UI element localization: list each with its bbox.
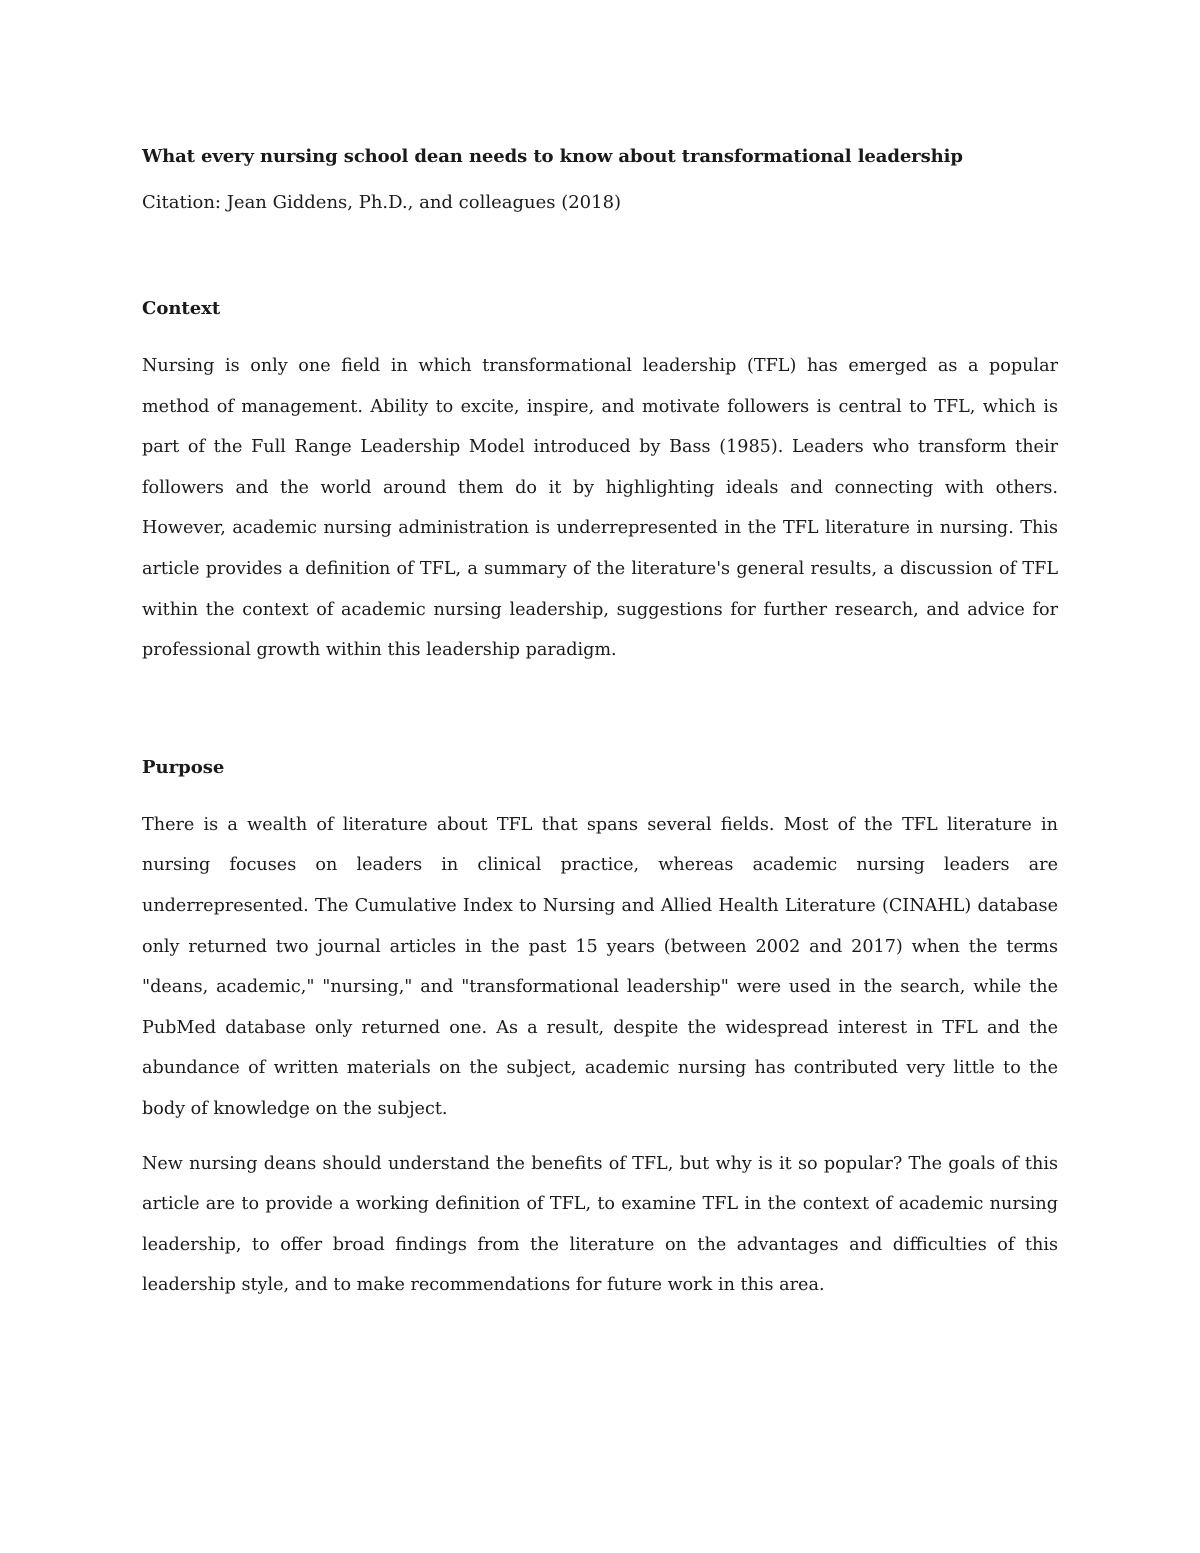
citation-line: Citation: Jean Giddens, Ph.D., and colleagues (2018): [142, 192, 622, 213]
document-body: [142, 140, 1058, 1306]
section-purpose: [142, 751, 1058, 1306]
document-title: What every nursing school dean needs to know about transformational leadership: [142, 146, 963, 167]
context-paragraph: Nursing is only one field in which transformational leadership (TFL) has emerged as a popular method of management. Ability to excite, inspire, and motivate followers is central to TFL, which is part of the Full Range Leadership Model introduced by Bass (1985). Leaders who transform their followers and the world around them do it by highlighting ideals and connecting with others. However, academic nursing administration is underrepresented in the TFL literature in nursing. This article provides a definition of TFL, a summary of the literature's general results, a discussion of TFL within the context of academic nursing leadership, suggestions for further research, and advice for professional growth within this leadership paradigm.: [142, 356, 1058, 661]
purpose-paragraph-2: New nursing deans should understand the benefits of TFL, but why is it so popular? The goals of this article are to provide a working definition of TFL, to examine TFL in the context of academic nursing leadership, to offer broad findings from the literature on the advantages and difficulties of this leadership style, and to make recommendations for future work in this area.: [142, 1153, 1058, 1296]
purpose-paragraph-1: There is a wealth of literature about TFL that spans several fields. Most of the TFL literature in nursing focuses on leaders in clinical practice, whereas academic nursing leaders are underrepresented. The Cumulative Index to Nursing and Allied Health Literature (CINAHL) database only returned two journal articles in the past 15 years (between 2002 and 2017) when the terms "deans, academic," "nursing," and "transformational leadership" were used in the search, while the PubMed database only returned one. As a result, despite the widespread interest in TFL and the abundance of written materials on the subject, academic nursing has contributed very little to the body of knowledge on the subject.: [142, 814, 1058, 1119]
section-context: [142, 292, 1058, 671]
section-heading-context: Context: [142, 298, 221, 319]
section-heading-purpose: Purpose: [142, 756, 225, 778]
